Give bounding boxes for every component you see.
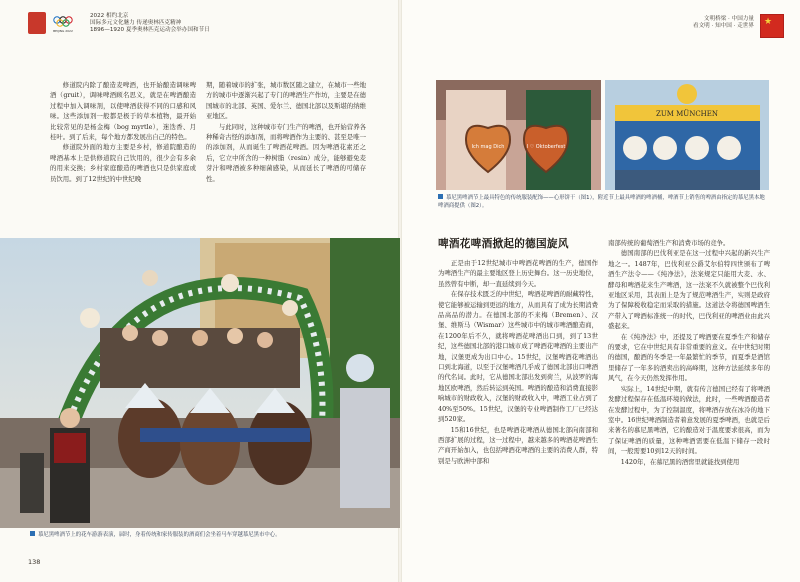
header-right-line1: 文明桥梁 · 中国力量 (703, 16, 754, 22)
china-flag-icon: ★ (760, 14, 784, 38)
paragraph: 期，随着城市的扩张，城市数区随之建立，在城市一些地方的城市中逐渐兴起了专门的啤酒生产作坊，主要是在德国城市的北部、英国、爱尔兰、德国北部以及斯堪的纳维亚地区。 (206, 81, 366, 121)
paragraph: 与此同时，这种城市专门生产的啤酒，也开始营养各种稀奇古怪的添加剂，而将啤酒作为主要的、甚至是唯一的添加剂，从而诞生了啤酒花啤酒。因为啤酒花素还之后，它立中所含的一种树脂（resin）成分，能够避免麦芽汁和啤酒被多种细菌感染，从而延长了啤酒的可储存性。 (206, 122, 366, 183)
logo-text: BEIJING 2022 (53, 29, 73, 33)
caption-marker-icon (438, 194, 443, 199)
header-line2: 国际多元文化魅力 传递奥林匹克精神 (90, 20, 182, 26)
paragraph: 德国南部的巴伐利亚是在这一过程中兴起的新兴生产地之一。1487年，巴伐利亚公爵艾尔伯特四世颁布了啤酒生产法令——《纯净法》，法案规定只能用大麦、水、酵母和啤酒花来生产啤酒，这一法案不久就被整个巴伐利亚地区采用，其表面上是为了规范啤酒生产，实则是政府为了保障税收稳定而采取的措施。这道法令将德国啤酒生产带入了啤酒标准统一的时代，巴伐利亚的啤酒业由此兴盛起来。 (608, 249, 770, 331)
beer-tent-photo (605, 80, 769, 190)
header-left (28, 12, 210, 42)
olympic-rings-icon (52, 12, 74, 34)
right-column-2 (608, 238, 770, 467)
paragraph: 1420年，在慕尼黑的酒窖里就能找到使用 (620, 457, 740, 466)
paragraph: 修道院外面的地方主要是乡村，修道院酿造的啤酒基本上是供修道院自己饮用的，很少会有多余的用来交换；乡村家庭酿造的啤酒也只是供家庭或员饮用。到了12世纪的中世纪晚 (50, 143, 196, 183)
paragraph: 在《纯净法》中，还提及了啤酒要在夏季生产和储存的要求，它在中世纪具有非常重要的意义。在中世纪时期的德国，酿酒的冬季是一年最繁忙的季节，而夏季是酒馆里储存了一年多的酒卖出的高峰期，这种方法延续多年的风气，在今天仍然发挥作用。 (608, 332, 770, 383)
right-column-1 (438, 258, 598, 466)
left-photo-caption (30, 531, 370, 539)
paragraph: 实际上，14世纪中期，就有传言德国已经有了将啤酒发酵过程保存在低温环境的做法，此时，一些啤酒酿造者在发酵过程中，为了控制温度，将啤酒存放在冰冷的地下室中。16世纪啤酒制造者着意发展的夏季啤酒，也就是后来著名的慕尼黑啤酒，它的酿造对于温度要求很高，而为了保证啤酒的质量，这种啤酒需要在低温下储存一段时间，一般需要10到12天的时间。 (608, 384, 770, 456)
parade-photo (0, 238, 400, 528)
header-right-line2: 看文明 · 知中国 · 走世界 (692, 23, 754, 29)
caption-text: 慕尼黑啤酒节上最具特色的传统服装配饰——心形饼干（图1），附近节上最具啤酒的啤酒桶，啤酒节上销售的啤酒由指定的慕尼黑本地啤酒商提供（图2）。 (438, 195, 765, 209)
tent-sign-text: ZUM MÜNCHEN (655, 110, 719, 118)
paragraph: 南部传统的葡萄酒生产和消费市场的竞争。 (608, 239, 730, 247)
heart-cookies-photo (436, 80, 601, 190)
right-photo-caption (438, 194, 768, 210)
left-column-1 (50, 80, 196, 184)
paragraph: 正是由于12世纪城市中啤酒花啤酒的生产，德国作为啤酒生产的最主要地区登上历史舞台。这一历史地位，虽然曾有中断，却一直延续到今天。 (438, 259, 598, 288)
header-left-text (90, 13, 210, 34)
paragraph: 在保存技术匮乏的中世纪，啤酒花啤酒的耐藏特性，使它能够被运输到更远的地方，从而具有了成为长期消费品高品的潜力。在德国北部的不来梅（Bremen）、汉堡、维斯马（Wismar）这些城市中的城市啤酒酿造商，在1200年后不久，就将啤酒花啤酒出口到，到了13世纪，这些德国北部的港口城市成了啤酒花啤酒的主要出产地，汉堡更成为出口中心。15世纪，汉堡啤酒花啤酒出口到北海道，以至于汉堡啤酒几乎成了德国北部出口啤酒的代名词。此时，它从德国北部出发到荷兰，从波罗的海地区欧啤酒，然后转运到英国。啤酒的酿造和消费直接影响城市的财政收入，汉堡的财政收入中，啤酒工业占到了40%至50%。15世纪，汉堡的专业啤酒制作工厂已经达到520家。 (438, 290, 598, 424)
heart-text-2: I ♡ Oktoberfest (526, 144, 566, 150)
heart-text-1: Ich mag Dich (471, 144, 505, 150)
beijing-logo-icon (28, 12, 46, 34)
header-line3: 1896—1920 夏季奥林匹克运动会举办国和节日 (90, 27, 210, 33)
left-column-2 (206, 80, 366, 184)
paragraph: 修道院内除了酿造麦啤酒，也开始酿造调味啤酒（gruit），调味啤酒顾名思义，就是在啤酒酿造过程中加入调味剂，以使啤酒获得不同的口感和风味。这些添加剂一般都是极于的草本植物，最开始比较常见的是杨金梅（bog myrtle），迷迭香、月桂叶。到了后来，每个地方都发展出自己的特色。 (50, 81, 196, 142)
paragraph: 15和16世纪，也是啤酒花啤酒从德国北部向南部和西部扩展的过程，这一过程中，越来越多的啤酒花啤酒生产商开始加入，也包括啤酒花啤酒的主要的消费人群，特别是与欧洲中部和 (438, 425, 598, 465)
header-line1: 2022 相约北京 (90, 13, 129, 19)
section-title: 啤酒花啤酒掀起的德国旋风 (438, 238, 569, 250)
header-right (664, 14, 784, 40)
caption-marker-icon (30, 531, 35, 536)
caption-text: 慕尼黑啤酒节上的花车游游表演，届时，身着传统和家传服装的酒商们会坐着马车穿越慕尼黑市中心。 (38, 532, 281, 538)
page-number: 138 (28, 558, 41, 566)
